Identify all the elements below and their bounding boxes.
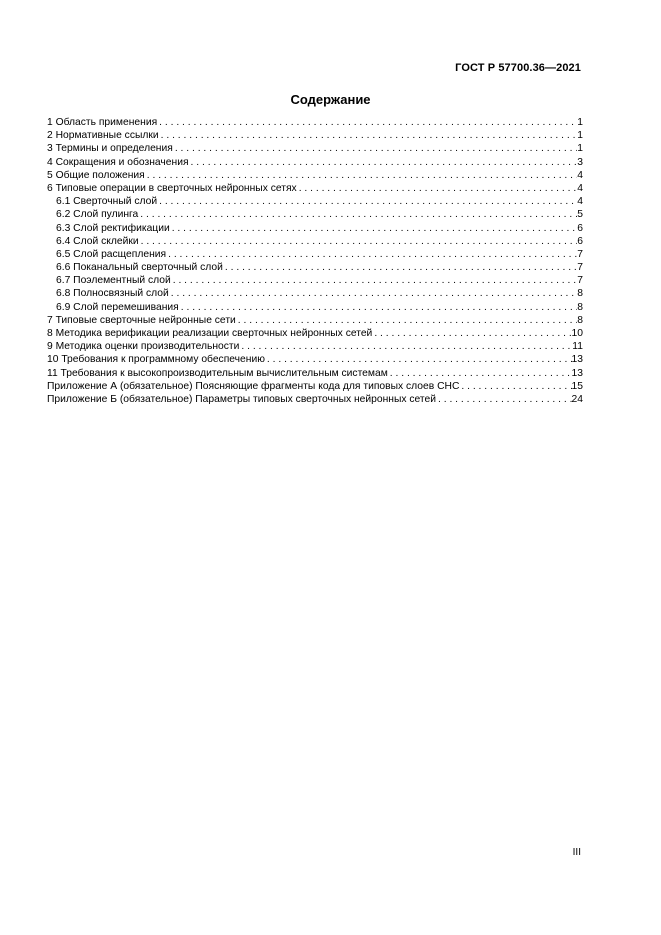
toc-entry-label: 8 Методика верификации реализации сверточных нейронных сетей [47,328,373,339]
toc-entry-page: 15 [571,380,583,392]
toc-leader-dots [139,235,578,248]
toc-leader-dots [173,142,577,155]
toc-entry-label: 6.9 Слой перемешивания [56,301,179,313]
toc-leader-dots [372,327,571,340]
toc-leader-dots [236,314,577,327]
toc-leader-dots [388,367,572,380]
toc-entry-page: 6 [577,235,583,247]
toc-leader-dots [189,156,578,169]
toc-entry-page: 7 [577,248,583,260]
toc-entry[interactable] [47,314,583,327]
toc-entry-label: 3 Термины и определения [47,143,173,155]
toc-subentry[interactable] [47,208,583,221]
toc-entry-label: 2 Нормативные ссылки [47,130,159,142]
toc-entry-page: 4 [577,196,583,208]
toc-entry-page: 1 [577,117,583,128]
toc-entry-page: 7 [577,262,583,274]
toc-entry-label: 10 Требования к программному обеспечению [47,354,265,366]
toc-entry-label: 6.1 Сверточный слой [56,196,158,208]
toc-subentry[interactable] [47,195,583,208]
toc-entry-page: 13 [571,354,583,366]
toc-leader-dots [166,248,577,261]
toc-leader-dots [170,222,578,235]
toc-leader-dots [179,301,578,314]
toc-entry-page: 10 [571,328,583,339]
toc-entry-label: 9 Методика оценки производительности [47,341,240,353]
toc-entry[interactable] [47,142,583,155]
toc-leader-dots [265,353,572,366]
toc-entry-page: 7 [577,275,583,287]
toc-leader-dots [436,393,572,406]
toc-subentry[interactable] [47,222,583,235]
toc-entry-label: 7 Типовые сверточные нейронные сети [47,314,236,326]
table-of-contents [47,116,583,406]
toc-entry-page: 8 [577,314,583,326]
toc-leader-dots [157,195,577,208]
toc-entry-label: Приложение А (обязательное) Поясняющие фрагменты кода для типовых слоев СНС [47,380,460,392]
toc-entry-page: 5 [577,209,583,221]
standard-header: ГОСТ Р 57700.36—2021 [455,62,581,74]
toc-entry-page: 6 [577,222,583,234]
toc-entry-label: 6.2 Слой пулинга [56,209,139,221]
toc-entry-label: 6.6 Поканальный сверточный слой [56,262,223,274]
toc-leader-dots [223,261,577,274]
toc-entry[interactable] [47,116,583,129]
toc-entry-page: 4 [577,169,583,181]
toc-entry-page: 24 [571,393,583,405]
toc-leader-dots [159,129,578,142]
toc-entry-page: 1 [577,143,583,155]
toc-entry-page: 8 [577,288,583,300]
page-number: III [572,847,581,858]
toc-subentry[interactable] [47,235,583,248]
toc-entry[interactable] [47,353,583,366]
toc-leader-dots [171,274,578,287]
toc-entry-page: 8 [577,301,583,313]
toc-entry[interactable] [47,393,583,406]
toc-entry-label: 1 Область применения [47,117,158,128]
toc-leader-dots [138,208,577,221]
toc-entry[interactable] [47,380,583,393]
toc-entry[interactable] [47,129,583,142]
toc-entry-label: 6.5 Слой расщепления [56,248,167,260]
toc-subentry[interactable] [47,301,583,314]
toc-subentry[interactable] [47,261,583,274]
toc-entry[interactable] [47,367,583,380]
toc-entry-page: 3 [577,156,583,168]
toc-leader-dots [459,380,571,393]
toc-entry-label: 6.3 Слой ректификации [56,222,170,234]
toc-leader-dots [157,116,577,129]
toc-leader-dots [145,169,578,182]
toc-entry-label: 6.8 Полносвязный слой [56,288,169,300]
toc-entry-label: 6.4 Слой склейки [56,235,139,247]
toc-subentry[interactable] [47,287,583,300]
toc-entry[interactable] [47,340,583,353]
toc-entry-label: 4 Сокращения и обозначения [47,156,189,168]
toc-entry-page: 11 [572,341,583,353]
toc-entry-label: 6 Типовые операции в сверточных нейронных сетях [47,182,297,194]
toc-entry[interactable] [47,156,583,169]
toc-entry[interactable] [47,182,583,195]
toc-title: Содержание [290,92,371,107]
toc-leader-dots [297,182,578,195]
toc-subentry[interactable] [47,274,583,287]
toc-entry-label: 11 Требования к высокопроизводительным вычислительным системам [47,367,388,379]
toc-entry-page: 1 [577,130,583,142]
toc-entry-page: 13 [571,367,583,379]
toc-entry-label: 5 Общие положения [47,169,145,181]
toc-entry-label: Приложение Б (обязательное) Параметры типовых сверточных нейронных сетей [47,393,436,405]
toc-entry[interactable] [47,169,583,182]
toc-leader-dots [169,287,578,300]
toc-entry[interactable] [47,327,583,340]
toc-entry-page: 4 [577,182,583,194]
toc-subentry[interactable] [47,248,583,261]
toc-entry-label: 6.7 Поэлементный слой [56,275,171,287]
toc-leader-dots [239,340,572,353]
